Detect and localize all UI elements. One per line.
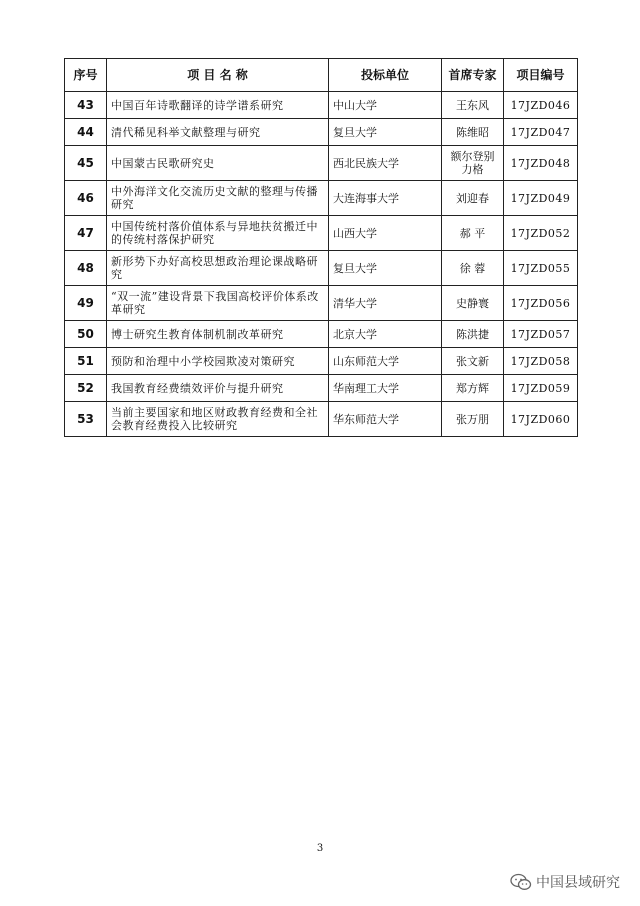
header-name: 项 目 名 称 [107, 59, 329, 92]
row-code: 17JZD060 [504, 402, 578, 437]
row-name: 博士研究生教育体制机制改革研究 [107, 321, 329, 348]
row-unit: 中山大学 [329, 92, 442, 119]
row-num: 53 [65, 402, 107, 437]
row-expert: 张文新 [442, 348, 504, 375]
row-name: 当前主要国家和地区财政教育经费和全社会教育经费投入比较研究 [107, 402, 329, 437]
row-code: 17JZD058 [504, 348, 578, 375]
row-unit: 北京大学 [329, 321, 442, 348]
header-code: 项目编号 [504, 59, 578, 92]
row-expert: 刘迎春 [442, 181, 504, 216]
row-unit: 西北民族大学 [329, 146, 442, 181]
row-expert: 郑方辉 [442, 375, 504, 402]
row-expert: 陈洪捷 [442, 321, 504, 348]
row-expert: 史静寰 [442, 286, 504, 321]
row-expert: 陈维昭 [442, 119, 504, 146]
row-expert: 额尔登别力格 [442, 146, 504, 181]
table-row [65, 92, 578, 119]
row-num: 48 [65, 251, 107, 286]
table-row [65, 251, 578, 286]
row-num: 45 [65, 146, 107, 181]
table-row [65, 146, 578, 181]
header-num: 序号 [65, 59, 107, 92]
row-code: 17JZD059 [504, 375, 578, 402]
row-num: 49 [65, 286, 107, 321]
table-row [65, 286, 578, 321]
project-table [64, 58, 578, 437]
row-unit: 清华大学 [329, 286, 442, 321]
row-name: 中外海洋文化交流历史文献的整理与传播研究 [107, 181, 329, 216]
row-code: 17JZD057 [504, 321, 578, 348]
header-unit: 投标单位 [329, 59, 442, 92]
row-unit: 复旦大学 [329, 251, 442, 286]
row-name: 中国蒙古民歌研究史 [107, 146, 329, 181]
table-header-row [65, 59, 578, 92]
row-unit: 华东师范大学 [329, 402, 442, 437]
row-code: 17JZD047 [504, 119, 578, 146]
watermark [510, 872, 620, 892]
row-num: 52 [65, 375, 107, 402]
table-row [65, 321, 578, 348]
row-code: 17JZD052 [504, 216, 578, 251]
row-unit: 山东师范大学 [329, 348, 442, 375]
table-row [65, 119, 578, 146]
row-num: 47 [65, 216, 107, 251]
row-name: “双一流”建设背景下我国高校评价体系改革研究 [107, 286, 329, 321]
row-name: 预防和治理中小学校园欺凌对策研究 [107, 348, 329, 375]
watermark-text: 中国县域研究 [536, 875, 620, 891]
row-code: 17JZD049 [504, 181, 578, 216]
table-row [65, 402, 578, 437]
table-row [65, 375, 578, 402]
row-name: 清代稀见科举文献整理与研究 [107, 119, 329, 146]
row-unit: 山西大学 [329, 216, 442, 251]
row-name: 中国传统村落价值体系与异地扶贫搬迁中的传统村落保护研究 [107, 216, 329, 251]
row-num: 43 [65, 92, 107, 119]
row-num: 44 [65, 119, 107, 146]
table-row [65, 348, 578, 375]
table-row [65, 216, 578, 251]
row-name: 中国百年诗歌翻译的诗学谱系研究 [107, 92, 329, 119]
table-row [65, 181, 578, 216]
row-name: 我国教育经费绩效评价与提升研究 [107, 375, 329, 402]
row-unit: 复旦大学 [329, 119, 442, 146]
row-name: 新形势下办好高校思想政治理论课战略研究 [107, 251, 329, 286]
row-unit: 大连海事大学 [329, 181, 442, 216]
row-code: 17JZD055 [504, 251, 578, 286]
row-num: 51 [65, 348, 107, 375]
row-num: 50 [65, 321, 107, 348]
row-unit: 华南理工大学 [329, 375, 442, 402]
row-code: 17JZD046 [504, 92, 578, 119]
wechat-icon [510, 873, 532, 891]
row-expert: 郝 平 [442, 216, 504, 251]
row-code: 17JZD056 [504, 286, 578, 321]
row-expert: 王东风 [442, 92, 504, 119]
header-expert: 首席专家 [442, 59, 504, 92]
row-expert: 张万朋 [442, 402, 504, 437]
page-number: 3 [316, 843, 324, 854]
row-expert: 徐 蓉 [442, 251, 504, 286]
row-code: 17JZD048 [504, 146, 578, 181]
row-num: 46 [65, 181, 107, 216]
